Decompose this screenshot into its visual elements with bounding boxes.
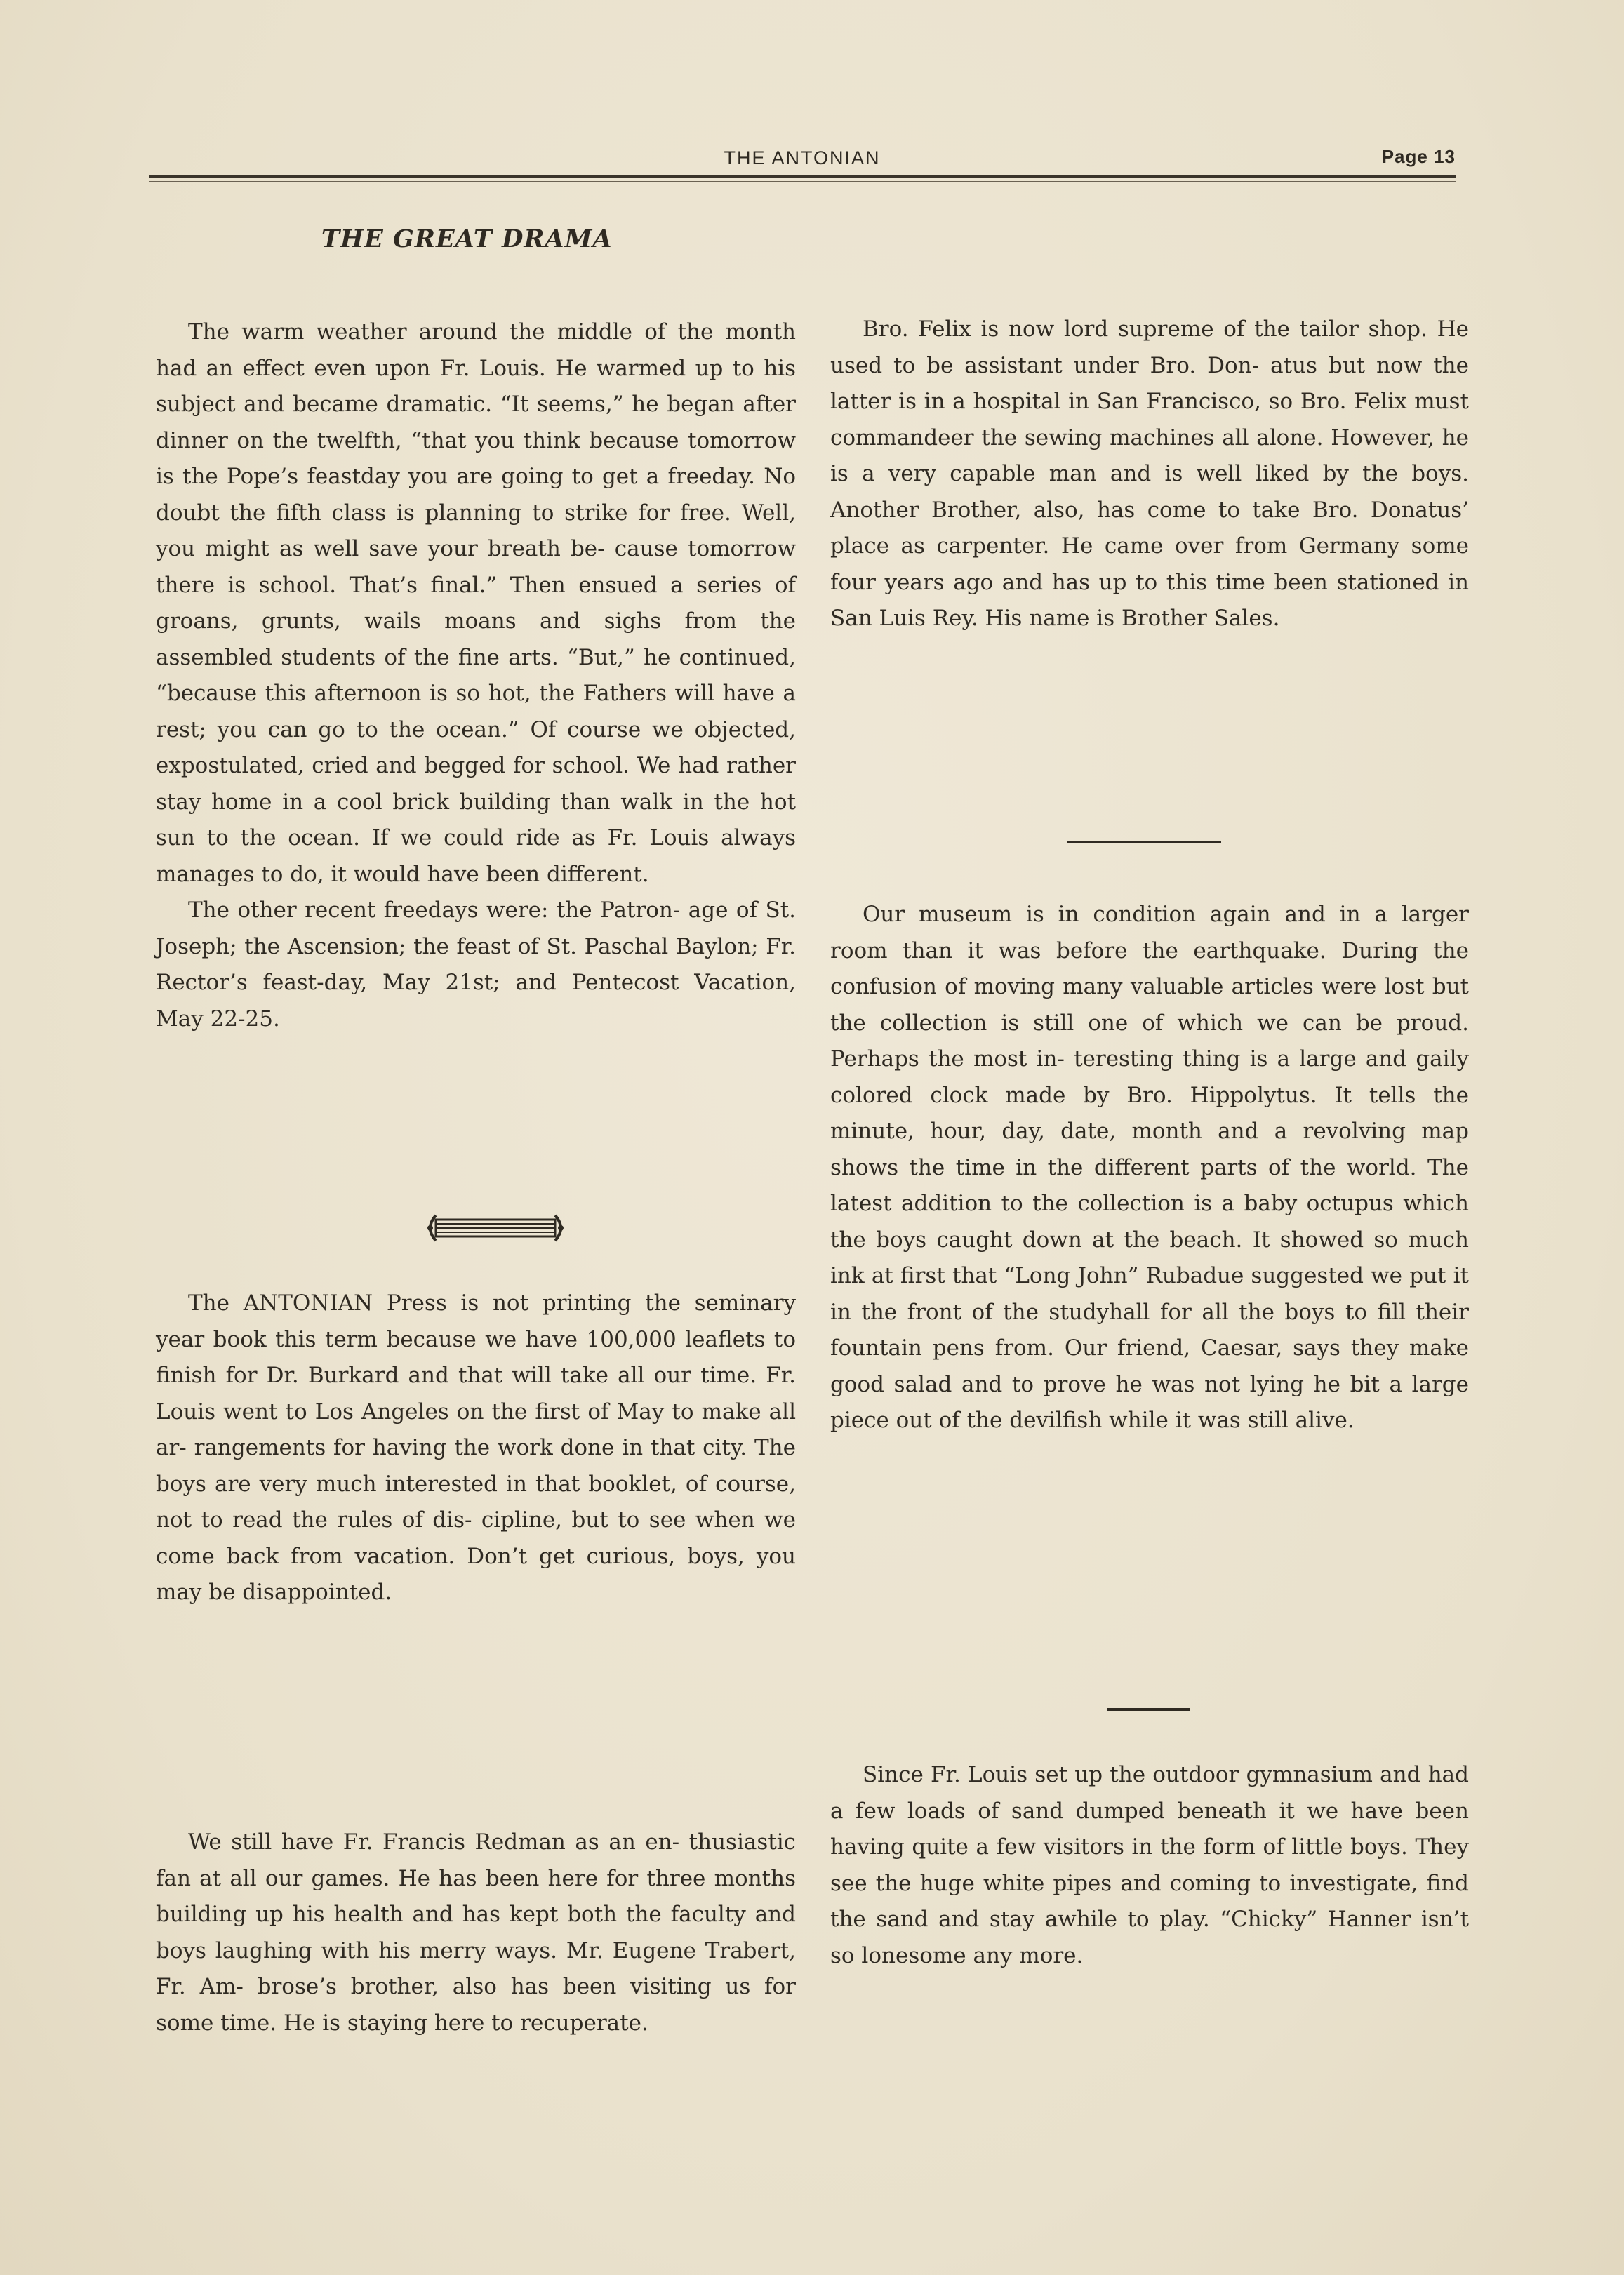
header-rule [149, 175, 1456, 178]
article-paragraph: The other recent freedays were: the Patron- age of St. Joseph; the Ascension; the feast of St. Paschal Baylon; Fr. Rector’s feast-day, May 21st; and Pentecost Vacation, May 22-25. [156, 898, 796, 1032]
article-paragraph: The warm weather around the middle of the month had an effect even upon Fr. Louis. He warmed up to his subject and became dramatic. “It seems,” he began after dinner on the twelfth, “that you think because tomorrow is the Pope’s feastday you are going to get a freeday. No doubt the fifth class is planning to strike for free. Well, you might as well save your breath be- cause tomorrow there is school. That’s final.” Then ensued a series of groans, grunts, wails moans and sighs from the assembled students of the fine arts. “But,” he continued, “because this afternoon is so hot, the Fathers will have a rest; you can go to the ocean.” Of course we objected, expostulated, cried and begged for school. We had rather stay home in a cool brick building than walk in the hot sun to the ocean. If we could ride as Fr. Louis always manages to do, it would have been different. [156, 319, 796, 887]
story-title: THE GREAT DRAMA [321, 225, 613, 253]
ornament-divider-icon [423, 1208, 568, 1248]
museum-article [830, 897, 1469, 1439]
gym-article [830, 1757, 1469, 1974]
publication-title: THE ANTONIAN [724, 147, 881, 168]
section-divider [1067, 841, 1221, 843]
felix-article [830, 312, 1469, 637]
redman-article [156, 1824, 796, 2041]
page-number: Page 13 [1381, 146, 1456, 167]
article-paragraph: Bro. Felix is now lord supreme of the tailor shop. He used to be assistant under Bro. Don- atus but now the latter is in a hospital in San Francisco, so Bro. Felix must commandeer the sewing machines all alone. However, he is a very capable man and is well liked by the boys. Another Brother, also, has come to take Bro. Donatus’ place as carpenter. He came over from Germany some four years ago and has up to this time been stationed in San Luis Rey. His name is Brother Sales. [830, 316, 1469, 631]
article-paragraph: Our museum is in condition again and in a larger room than it was before the earthquake. During the confusion of moving many valuable articles were lost but the collection is still one of which we can be proud. Perhaps the most in- teresting thing is a large and gaily colored clock made by Bro. Hippolytus. It tells the minute, hour, day, date, month and a revolving map shows the time in the different parts of the world. The latest addition to the collection is a baby octupus which the boys caught down at the beach. It showed so much ink at first that “Long John” Rubadue suggested we put it in the front of the studyhall for all the boys to fill their fountain pens from. Our friend, Caesar, says they make good salad and to prove he was not lying he bit a large piece out of the devilfish while it was still alive. [830, 902, 1469, 1433]
article-paragraph: Since Fr. Louis set up the outdoor gymnasium and had a few loads of sand dumped beneath it we have been having quite a few visitors in the form of little boys. They see the huge white pipes and coming to investigate, find the sand and stay awhile to play. “Chicky” Hanner isn’t so lonesome any more. [830, 1762, 1469, 1968]
section-divider [1107, 1708, 1190, 1711]
header-rule-thin [149, 181, 1456, 182]
article-paragraph: We still have Fr. Francis Redman as an en- thusiastic fan at all our games. He has been here for three months building up his health and has kept both the faculty and boys laughing with his merry ways. Mr. Eugene Trabert, Fr. Am- brose’s brother, also has been visiting us for some time. He is staying here to recuperate. [156, 1829, 796, 2036]
running-header [149, 145, 1456, 173]
great-drama-article [156, 314, 796, 1037]
article-paragraph: The ANTONIAN Press is not printing the seminary year book this term because we have 100,000 leaflets to finish for Dr. Burkard and that will take all our time. Fr. Louis went to Los Angeles on the first of May to make all ar- rangements for having the work done in that city. The boys are very much interested in that booklet, of course, not to read the rules of dis- cipline, but to see when we come back from vacation. Don’t get curious, boys, you may be disappointed. [156, 1290, 796, 1605]
press-article [156, 1286, 796, 1611]
